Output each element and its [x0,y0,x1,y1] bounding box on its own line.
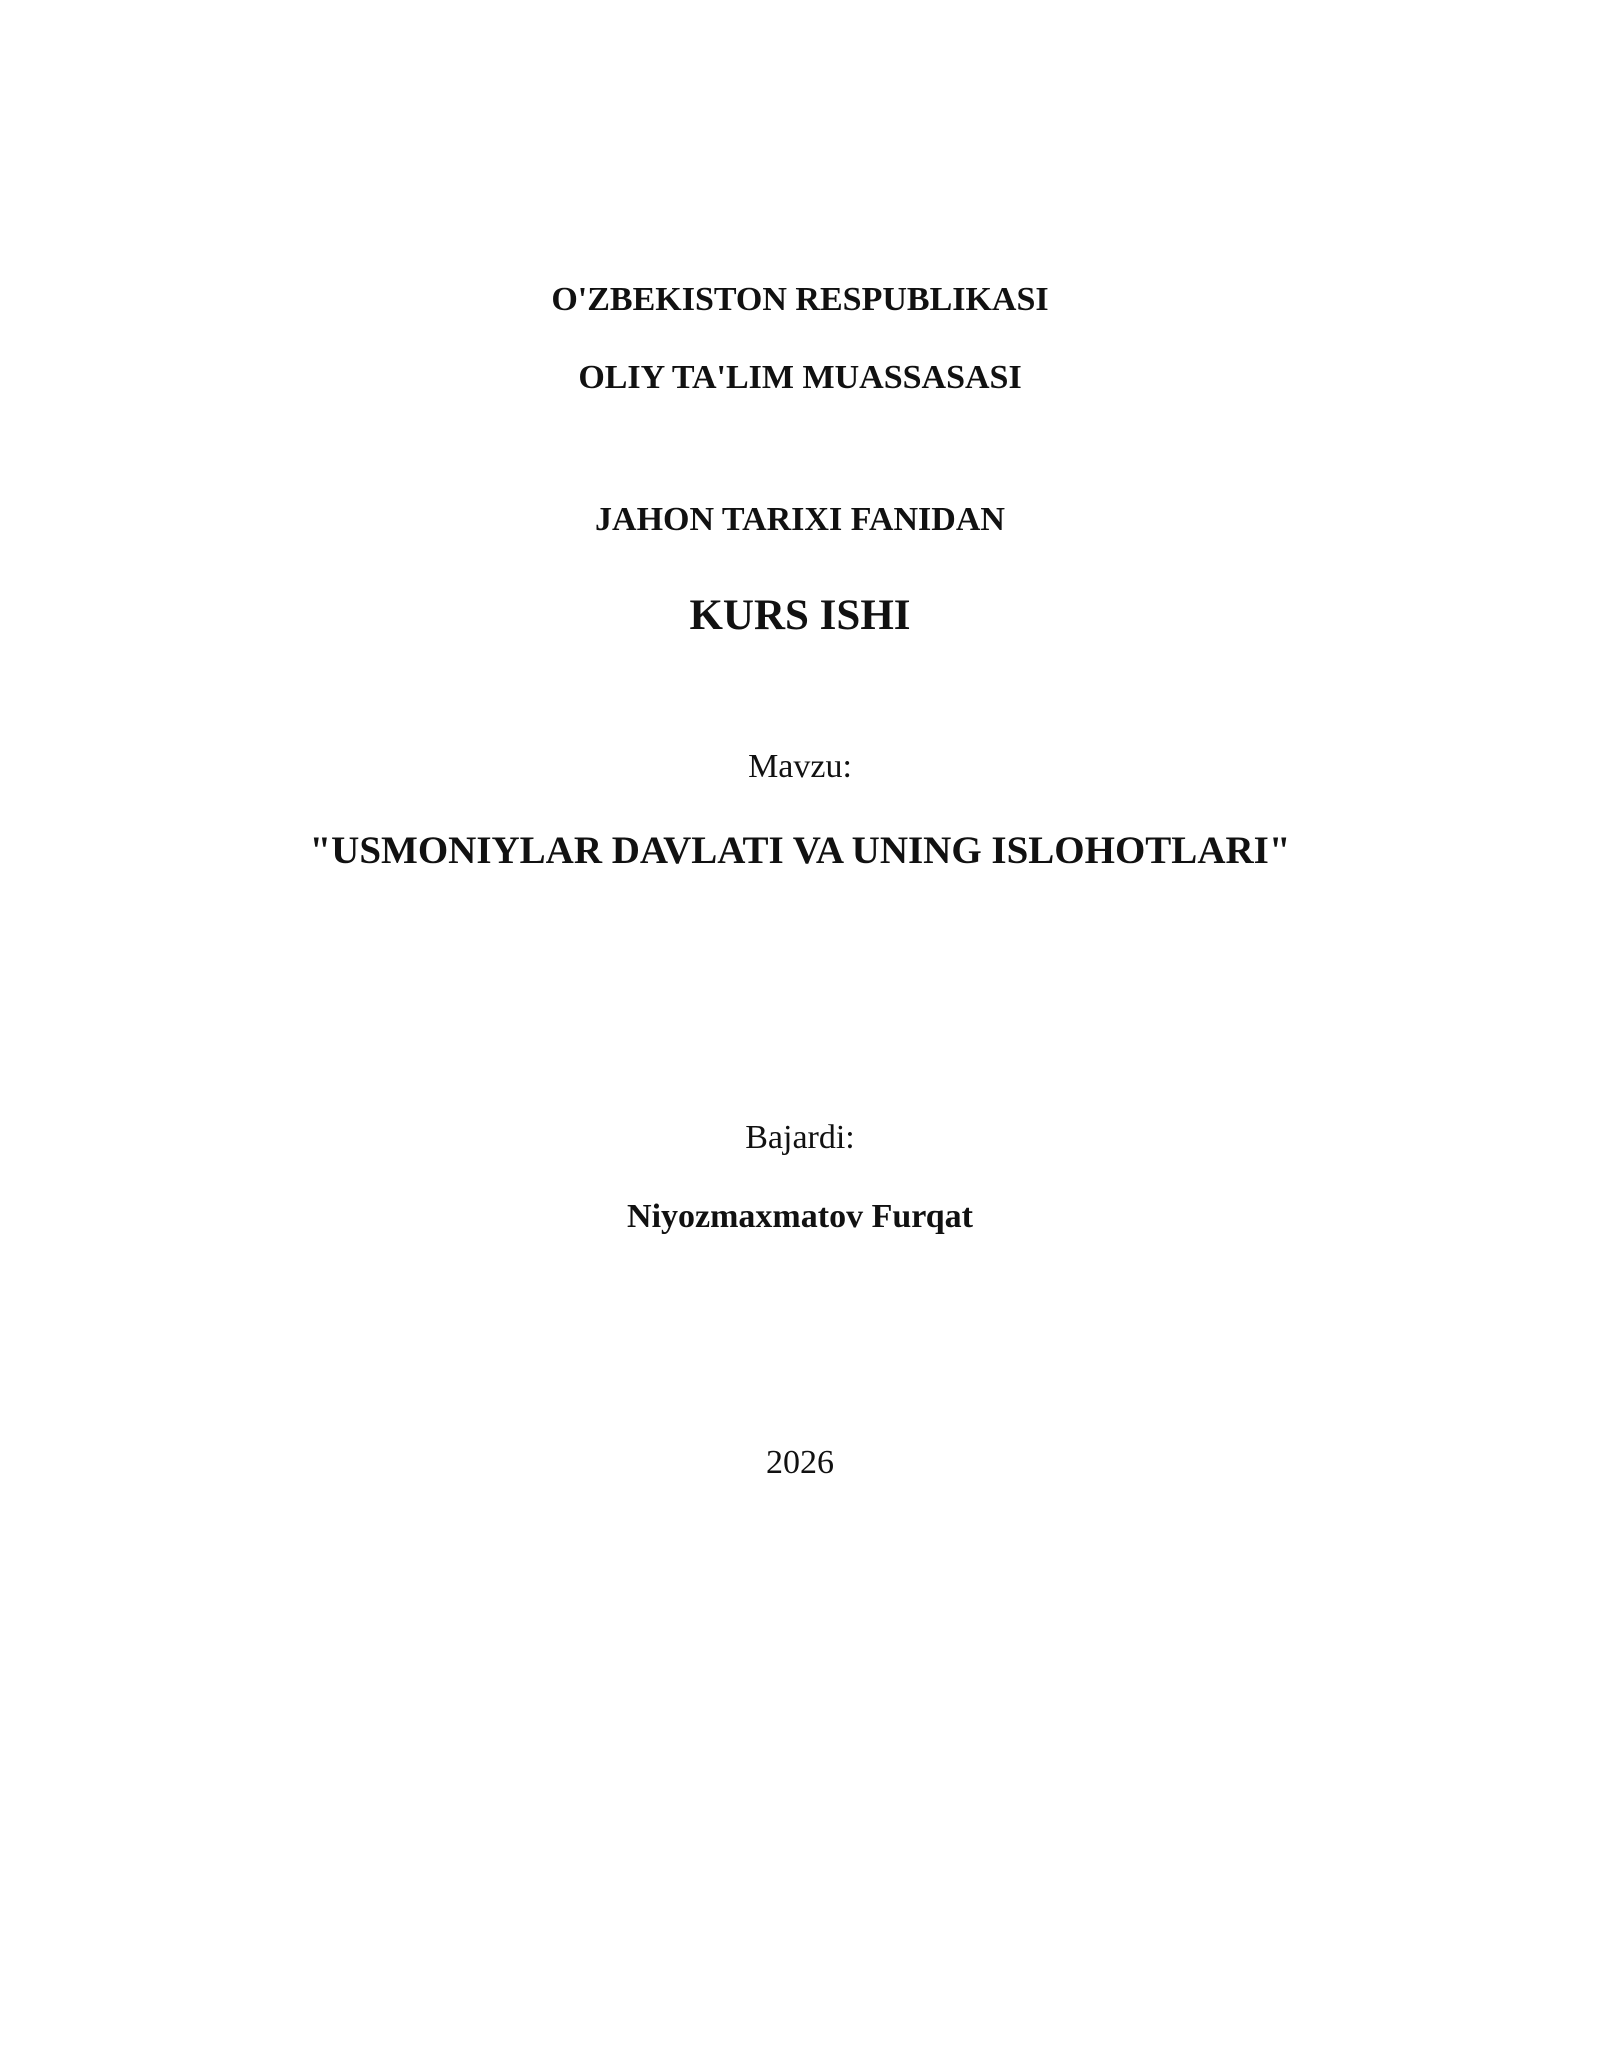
year: 2026 [766,1444,834,1481]
topic-label: Mavzu: [748,748,852,785]
author-label: Bajardi: [745,1119,855,1156]
republic-heading: O'ZBEKISTON RESPUBLIKASI [551,281,1049,318]
topic-title: "USMONIYLAR DAVLATI VA UNING ISLOHOTLARI" [309,829,1291,872]
author-name: Niyozmaxmatov Furqat [627,1198,973,1235]
subject-heading: JAHON TARIXI FANIDAN [595,501,1005,538]
work-type-title: KURS ISHI [689,592,911,639]
institution-heading: OLIY TA'LIM MUASSASASI [578,359,1022,396]
